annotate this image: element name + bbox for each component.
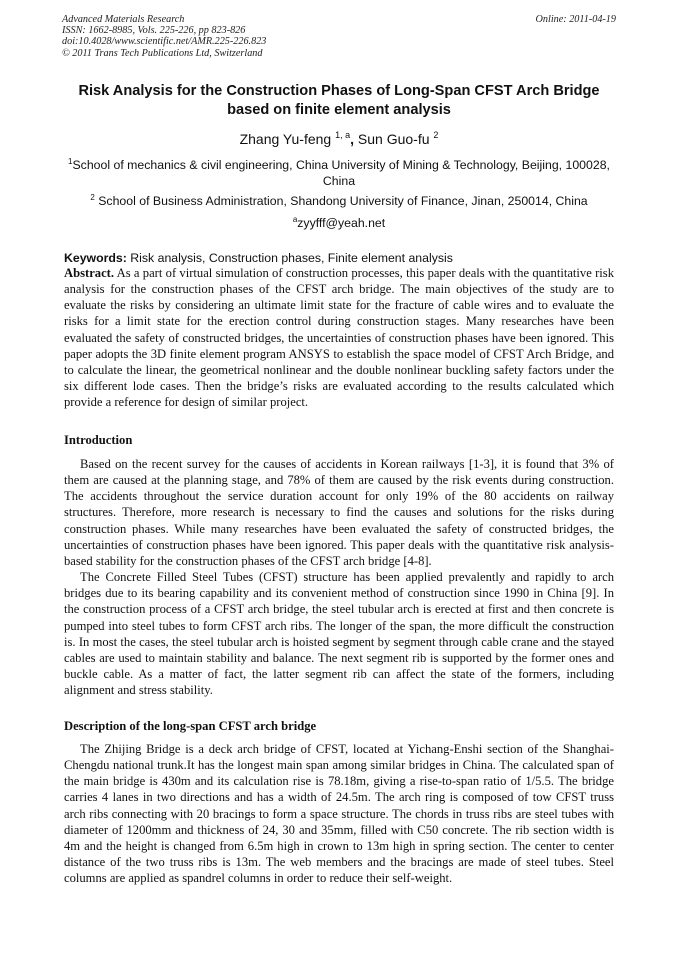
email-line	[64, 215, 614, 231]
online-date: Online: 2011-04-19	[535, 14, 616, 25]
journal-header	[62, 14, 618, 59]
description-heading: Description of the long-span CFST arch bridge	[64, 719, 317, 733]
abstract-text: As a part of virtual simulation of construction processes, this paper deals with the quantitative risk analysis for the construction phases of the CFST arch bridge. The main objectives of the study are to evaluate the risks by considering an ultimate limit state for the fracture of cable wires and to evaluate the risks for a limit state for the erection control during construction stages. Many researches have been evaluated the safety of constructed bridges, the uncertainties of construction phases have been ignored. This paper adopts the 3D finite element program ANSYS to establish the space model of CFST Arch Bridge, and to calculate the linear, the geometrical nonlinear and the double nonlinear buckling safety factors under the six different lode cases. Then the bridge’s risks are evaluated according to the results calculated which provide a reference for design of similar project.	[64, 266, 614, 410]
abstract	[64, 265, 614, 410]
author-separator: ,	[350, 131, 358, 147]
author-2-superscript: 2	[433, 130, 439, 140]
email-address: zyyfff@yeah.net	[297, 216, 386, 230]
introduction-heading: Introduction	[64, 433, 133, 447]
copyright-line: © 2011 Trans Tech Publications Ltd, Switzerland	[62, 47, 263, 59]
author-1-name: Zhang Yu-feng	[239, 131, 332, 147]
keywords-text: Risk analysis, Construction phases, Finite element analysis	[126, 251, 453, 265]
affiliation-2	[64, 193, 614, 209]
introduction-body	[64, 456, 614, 698]
affiliation-1-superscript: 1	[68, 157, 73, 166]
paper-title: Risk Analysis for the Construction Phases of Long-Span CFST Arch Bridge based on finite element analysis	[78, 83, 600, 118]
affiliation-1-text: School of mechanics & civil engineering, China University of Mining & Technology, Beijing, 100028, China	[72, 158, 610, 188]
introduction-paragraph-1: Based on the recent survey for the causes of accidents in Korean railways [1-3], it is found that 3% of them are caused at the planning stage, and 78% of them are caused by the risk events during construction. The accidents throughout the service duration account for only 19% of the 80 accidents on railway structures. Therefore, more research is necessary to find the causes and solutions for the risks during construction phases. While many researches have been evaluated the safety of constructed bridges, the uncertainties of construction phases have been ignored. This paper deals with the quantitative risk analysis-based stability for the construction phases of the CFST arch bridge [4-8].	[64, 457, 614, 568]
keywords-label: Keywords:	[64, 251, 127, 265]
description-paragraph-1: The Zhijing Bridge is a deck arch bridge of CFST, located at Yichang-Enshi section of the Shanghai-Chengdu national trunk.It has the longest main span among similar bridges in China. The calculated span of the main bridge is 430m and its calculation rise is 78.18m, giving a rise-to-span ratio of 1/5.5. The bridge carries 4 lanes in two directions and has a width of 24.5m. The arch ring is composed of tow CFST truss arch ribs connecting with 20 bracings to form a space structure. The chords in truss ribs are steel tubes with diameter of 1200mm and thickness of 24, 30 and 35mm, filled with C50 concrete. The rib section width is 4m and the height is changed from 6.5m high in crown to 13m high in spring section. The center to center distance of the two truss ribs is 13m. The web members and the bracings are made of steel tubes. Steel columns are applied as spandrel columns in order to reduce their self-weight.	[64, 742, 614, 886]
abstract-label: Abstract.	[64, 266, 115, 280]
description-body	[64, 741, 614, 886]
affiliation-1	[64, 157, 614, 189]
email-superscript: a	[292, 215, 298, 224]
introduction-paragraph-2: The Concrete Filled Steel Tubes (CFST) structure has been applied prevalently and rapidly to arch bridges due to its bearing capability and its convenient method of construction since 1990 in China [9]. In the construction process of a CFST arch bridge, the steel tubular arch is erected at first and then concrete is pumped into steel tubes to form CFST arch ribs. The longer of the span, the more difficult the construction is. In most the cases, the steel tubular arch is hoisted segment by segment through cable crane and the stayed cables are used to maintain stability and balance. The next segment rib is supported by the former ones and buckle cable. As a matter of fact, the latter segment rib can affect the state of the formers, including alignment and stress stability.	[64, 570, 614, 698]
affiliation-2-text: School of Business Administration, Shandong University of Finance, Jinan, 250014, China	[98, 194, 588, 208]
affiliation-2-superscript: 2	[90, 193, 95, 202]
author-2-name: Sun Guo-fu	[357, 131, 430, 147]
journal-name: Advanced Materials Research	[62, 14, 185, 25]
keywords	[64, 251, 614, 266]
author-1-superscript: 1, a	[335, 130, 351, 140]
author-line	[64, 130, 614, 148]
issn-line: ISSN: 1662-8985, Vols. 225-226, pp 823-826	[62, 25, 246, 37]
doi-line: doi:10.4028/www.scientific.net/AMR.225-226.823	[62, 36, 267, 48]
